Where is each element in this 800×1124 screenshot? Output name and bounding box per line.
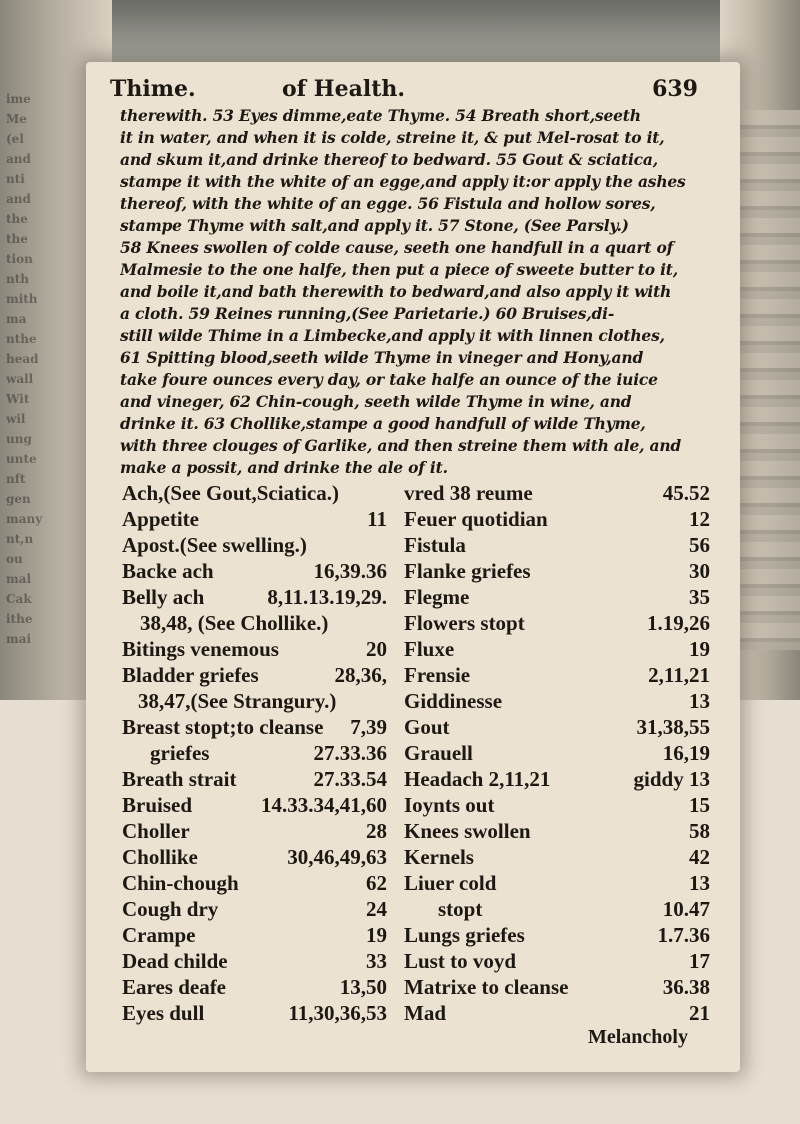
index-entry: Frensie 2,11,21 xyxy=(404,663,710,687)
index-entry: Belly ach 8,11.13.19,29. xyxy=(122,585,387,609)
index-entry: stopt 10.47 xyxy=(438,897,710,921)
text-line: take foure ounces every day, or take halfe an ounce of the iuice xyxy=(120,370,658,389)
text-line: and skum it,and drinke thereof to bedward. 55 Gout & sciatica, xyxy=(120,150,658,169)
index-entry: griefes 27.33.36 xyxy=(150,741,387,765)
index-entry: Eares deafe 13,50 xyxy=(122,975,387,999)
index-entry: Matrixe to cleanse 36.38 xyxy=(404,975,710,999)
text-line: with three clouges of Garlike, and then streine them with ale, and xyxy=(120,436,682,455)
index-entry: Feuer quotidian 12 xyxy=(404,507,710,531)
text-line: still wilde Thime in a Limbecke,and apply it with linnen clothes, xyxy=(120,326,665,345)
index-entry: Gout 31,38,55 xyxy=(404,715,710,739)
index-entry: Bruised 14.33.34,41,60 xyxy=(122,793,387,817)
page-number: 639 xyxy=(652,76,698,102)
index-entry: Flegme 35 xyxy=(404,585,710,609)
index-entry: Flanke griefes 30 xyxy=(404,559,710,583)
index-entry: Chin-chough 62 xyxy=(122,871,387,895)
index-entry: Choller 28 xyxy=(122,819,387,843)
index-entry: Grauell 16,19 xyxy=(404,741,710,765)
index-entry: Fistula 56 xyxy=(404,533,710,557)
catchword: Melancholy xyxy=(588,1026,688,1048)
text-line: Malmesie to the one halfe, then put a piece of sweete butter to it, xyxy=(120,260,678,279)
text-line: make a possit, and drinke the ale of it. xyxy=(120,458,448,477)
index-entry: Apost.(See swelling.) xyxy=(122,533,307,557)
index-entry: Headach 2,11,21 giddy 13 xyxy=(404,767,710,791)
text-line: drinke it. 63 Chollike,stampe a good handfull of wilde Thyme, xyxy=(120,414,646,433)
index-entry: Appetite 11 xyxy=(122,507,387,531)
index-entry: Backe ach 16,39.36 xyxy=(122,559,387,583)
index-entry: Giddinesse 13 xyxy=(404,689,710,713)
index-entry: Ach,(See Gout,Sciatica.) xyxy=(122,481,339,505)
text-line: 58 Knees swollen of colde cause, seeth one handfull in a quart of xyxy=(120,238,674,257)
index-entry: Liuer cold 13 xyxy=(404,871,710,895)
text-line: stampe Thyme with salt,and apply it. 57 Stone, (See Parsly.) xyxy=(120,216,629,235)
index-entry: 38,47,(See Strangury.) xyxy=(138,689,337,713)
header-left: Thime. xyxy=(110,76,196,102)
index-entry: Crampe 19 xyxy=(122,923,387,947)
text-line: therewith. 53 Eyes dimme,eate Thyme. 54 Breath short,seeth xyxy=(120,106,641,125)
index-entry: Fluxe 19 xyxy=(404,637,710,661)
facing-page-bleed: ime Me (el and nti and the the tion nth mith ma nthe head wall Wit wil ung unte nft gen many nt,n ou mal Cak ithe mai xyxy=(6,92,43,646)
index-entry: vred 38 reume 45.52 xyxy=(404,481,710,505)
index-entry: 38,48, (See Chollike.) xyxy=(140,611,329,635)
text-line: a cloth. 59 Reines running,(See Parietarie.) 60 Bruises,di- xyxy=(120,304,615,323)
index-entry: Bitings venemous 20 xyxy=(122,637,387,661)
text-line: 61 Spitting blood,seeth wilde Thyme in vineger and Hony,and xyxy=(120,348,644,367)
header-center: of Health. xyxy=(282,76,406,102)
index-entry: Kernels 42 xyxy=(404,845,710,869)
index-entry: Lust to voyd 17 xyxy=(404,949,710,973)
text-line: and boile it,and bath therewith to bedward,and also apply it with xyxy=(120,282,672,301)
book-edge-right xyxy=(734,110,800,650)
index-entry: Bladder griefes 28,36, xyxy=(122,663,387,687)
index-entry: Eyes dull 11,30,36,53 xyxy=(122,1001,387,1025)
text-line: thereof, with the white of an egge. 56 Fistula and hollow sores, xyxy=(120,194,656,213)
text-line: stampe it with the white of an egge,and apply it:or apply the ashes xyxy=(120,172,686,191)
index-entry: Ioynts out 15 xyxy=(404,793,710,817)
index-entry: Flowers stopt 1.19,26 xyxy=(404,611,710,635)
text-line: it in water, and when it is colde, streine it, & put Mel-rosat to it, xyxy=(120,128,665,147)
text-line: and vineger, 62 Chin-cough, seeth wilde Thyme in wine, and xyxy=(120,392,632,411)
index-entry: Lungs griefes 1.7.36 xyxy=(404,923,710,947)
index-entry: Knees swollen 58 xyxy=(404,819,710,843)
index-entry: Cough dry 24 xyxy=(122,897,387,921)
index-entry: Chollike 30,46,49,63 xyxy=(122,845,387,869)
index-entry: Dead childe 33 xyxy=(122,949,387,973)
index-entry: Breast stopt;to cleanse 7,39 xyxy=(122,715,387,739)
index-entry: Breath strait 27.33.54 xyxy=(122,767,387,791)
index-entry: Mad 21 xyxy=(404,1001,710,1025)
